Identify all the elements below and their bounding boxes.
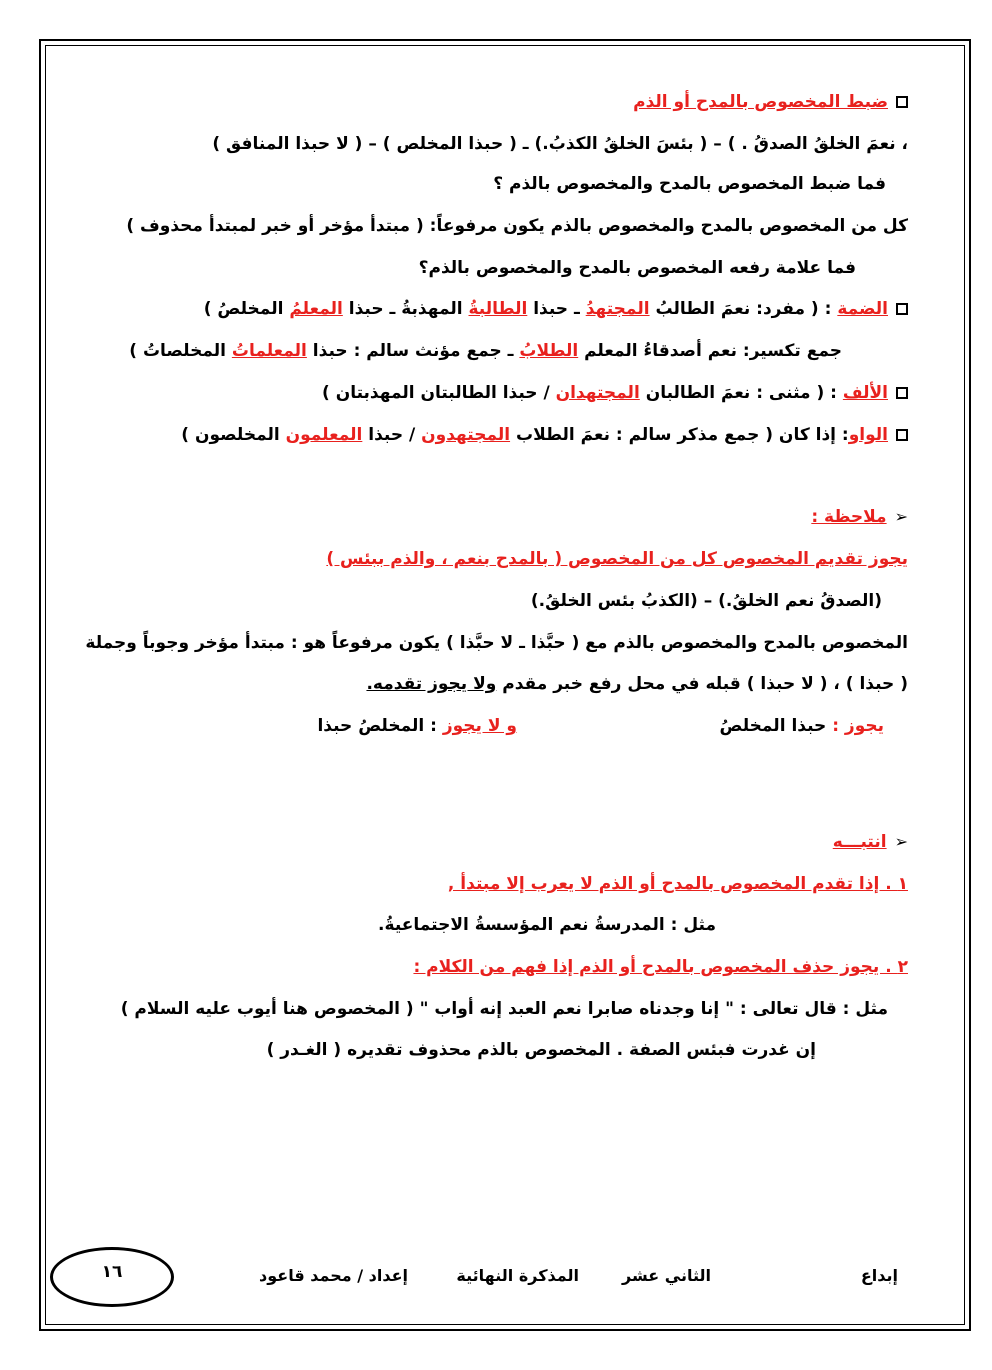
- section-title: [633, 90, 908, 114]
- broken-word-2: المعلماتُ: [231, 341, 307, 361]
- damma-text-4: المخلصُ ): [203, 299, 290, 319]
- footer-creativity: إبداع: [860, 1266, 898, 1285]
- waw-word-1: المجتهدون: [421, 425, 511, 445]
- damma-text-1: : ( مفرد: نعمَ الطالبُ: [649, 299, 838, 319]
- damma-word-2: الطالبةُ: [468, 299, 528, 319]
- footer-memo: المذكرة النهائية: [456, 1266, 579, 1285]
- question-1: فما ضبط المخصوص بالمدح والمخصوص بالذم ؟: [493, 174, 886, 194]
- checkbox-icon: [896, 303, 908, 315]
- damma-label: الضمة: [837, 299, 888, 319]
- alif-text-1: : ( مثنى : نعمَ الطالبان: [639, 383, 843, 403]
- examples-line: ، نعمَ الخلقُ الصدقُ . ) – ( بئسَ الخلقُ الكذبُ.) ـ ( حبذا المخلص ) – ( لا حبذا المنافق ): [212, 134, 908, 154]
- damma-text-2: ـ حبذا: [527, 299, 586, 319]
- broken-word-1: الطلابُ: [519, 341, 579, 361]
- attention-point-2: ٢ . يجوز حذف المخصوص بالمدح أو الذم إذا فهم من الكلام :: [413, 957, 908, 977]
- broken-text-1: جمع تكسير: نعم أصدقاءُ المعلم: [578, 341, 842, 361]
- attention-point-1: ١ . إذا تقدم المخصوص بالمدح أو الذم لا يعرب إلا مبتدأ ,: [447, 874, 908, 894]
- attention-example-3: إن غدرت فبئس الصفة . المخصوص بالذم محذوف تقديره ( الغـدر ): [266, 1040, 816, 1060]
- damma-line: [204, 297, 908, 321]
- attention-example-2: مثل : قال تعالى : " إنا وجدناه صابرا نعم العبد إنه أواب " ( المخصوص هنا أيوب عليه السلام ): [120, 999, 888, 1019]
- waw-label: الواو: [848, 425, 888, 445]
- arrow-bullet-icon: ➢: [894, 507, 908, 526]
- damma-text-3: المهذبةُ ـ حبذا: [342, 299, 469, 319]
- alif-line: [322, 381, 908, 405]
- note-paragraph-2-text: ( حبذا ) ، ( لا حبذا ) قبله في محل رفع خبر مقدم: [496, 674, 908, 694]
- broken-text-3: المخلصاتُ ): [129, 341, 232, 361]
- section-title-text: ضبط المخصوص بالمدح أو الذم: [633, 92, 888, 112]
- waw-text-2: / حبذا: [362, 425, 422, 445]
- waw-line: [181, 423, 908, 447]
- damma-word-3: المعلمُ: [289, 299, 343, 319]
- alif-label: الألف: [842, 383, 888, 403]
- broken-plural-line: [129, 339, 842, 363]
- forbidden-example: [317, 714, 517, 738]
- note-example: (الصدقُ نعم الخلقُ.) – (الكذبُ بئس الخلقُ.): [530, 591, 882, 611]
- footer-author: إعداد / محمد قاعود: [259, 1266, 408, 1285]
- checkbox-icon: [896, 96, 908, 108]
- alif-word-1: المجتهدان: [555, 383, 640, 403]
- arrow-bullet-icon: ➢: [894, 832, 908, 851]
- page-number: ١٦: [101, 1262, 123, 1282]
- checkbox-icon: [896, 387, 908, 399]
- waw-text-3: المخلصون ): [181, 425, 286, 445]
- note-paragraph-1: المخصوص بالمدح والمخصوص بالذم مع ( حبَّذا ـ لا حبَّذا ) يكون مرفوعاً هو : مبتدأ مؤخر وجوباً وجملة: [85, 633, 908, 653]
- alif-text-2: / حبذا الطالبتان المهذبتان ): [322, 383, 556, 403]
- allowed-text: حبذا المخلصُ: [719, 716, 833, 736]
- note-title-text: ملاحظة :: [811, 507, 887, 527]
- note-rule: يجوز تقديم المخصوص كل من المخصوص ( بالمدح بنعم ، والذم ببئس ): [326, 549, 908, 569]
- allowed-example: [720, 714, 884, 738]
- forbidden-label: و لا يجوز: [442, 716, 517, 736]
- note-paragraph-2: [366, 672, 908, 696]
- note-paragraph-2-underlined: ولا يجوز تقدمه.: [366, 674, 497, 694]
- forbidden-text: : المخلصُ حبذا: [317, 716, 443, 736]
- attention-title: [833, 830, 908, 854]
- damma-word-1: المجتهدُ: [585, 299, 650, 319]
- broken-text-2: ـ جمع مؤنث سالم : حبذا: [306, 341, 520, 361]
- attention-example-1: مثل : المدرسةُ نعم المؤسسةُ الاجتماعيةُ.: [378, 915, 716, 935]
- footer-grade: الثاني عشر: [622, 1266, 711, 1285]
- note-title: [811, 505, 908, 529]
- allowed-label: يجوز :: [832, 716, 884, 736]
- checkbox-icon: [896, 429, 908, 441]
- question-2: فما علامة رفعه المخصوص بالمدح والمخصوص بالذم؟: [418, 258, 856, 278]
- attention-title-text: انتبـــه: [832, 832, 887, 852]
- waw-word-2: المعلمون: [285, 425, 363, 445]
- waw-text-1: : إذا كان ( جمع مذكر سالم : نعمَ الطلاب: [510, 425, 849, 445]
- answer-1: كل من المخصوص بالمدح والمخصوص بالذم يكون مرفوعاً: ( مبتدأ مؤخر أو خبر لمبتدأ محذوف ): [126, 216, 908, 236]
